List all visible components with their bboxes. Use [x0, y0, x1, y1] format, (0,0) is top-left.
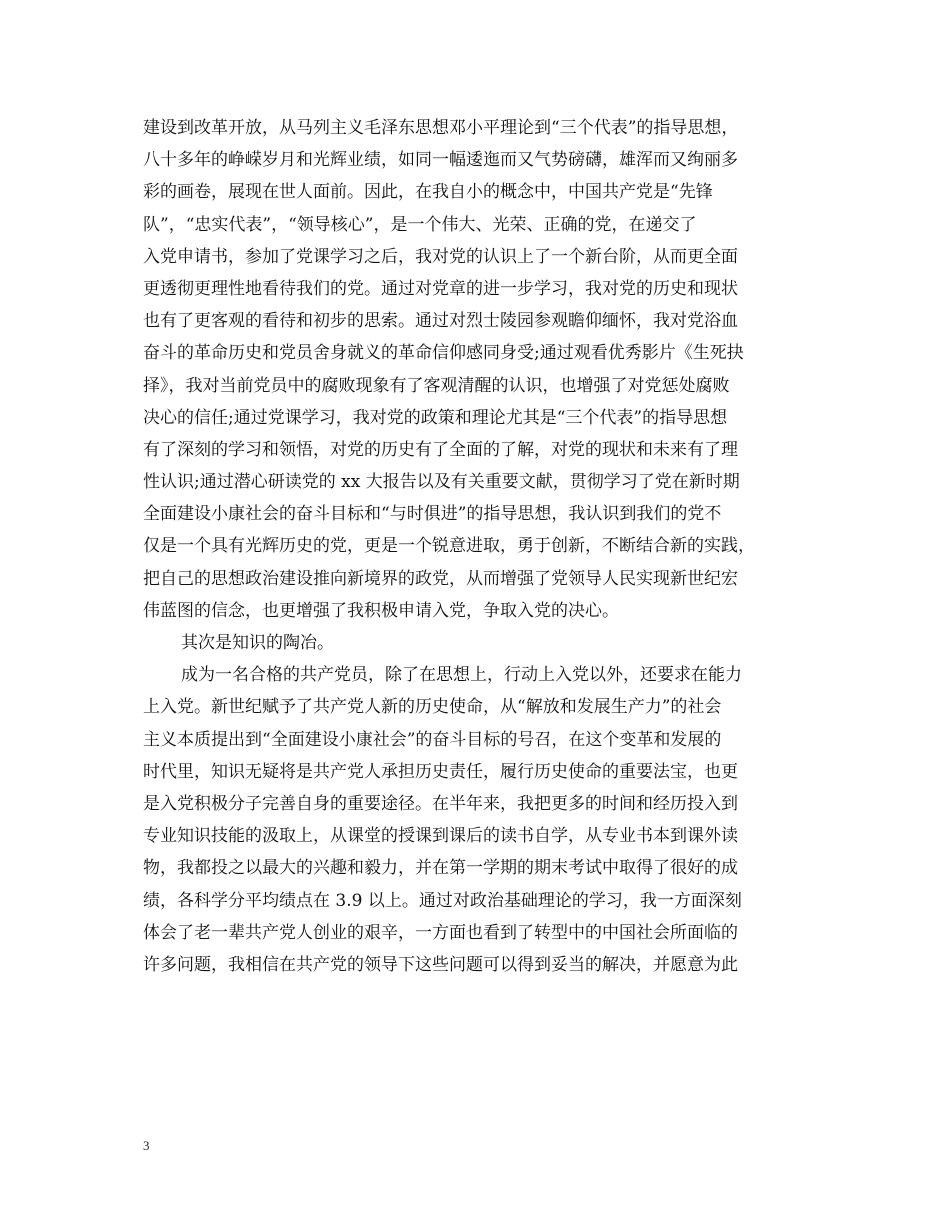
text-line: 八十多年的峥嵘岁月和光辉业绩，如同一幅逶迤而又气势磅礴，雄浑而又绚丽多 — [143, 150, 738, 171]
text-line: 成为一名合格的共产党员，除了在思想上，行动上入党以外，还要求在能力 — [181, 665, 742, 686]
text-line: 奋斗的革命历史和党员舍身就义的革命信仰感同身受;通过观看优秀影片《生死抉 — [143, 343, 744, 364]
text-line: 更透彻更理性地看待我们的党。通过对党章的进一步学习，我对党的历史和现状 — [143, 278, 738, 299]
text-line: 也有了更客观的看待和初步的思索。通过对烈士陵园参观瞻仰缅怀，我对党浴血 — [143, 311, 738, 332]
text-line: 物，我都投之以最大的兴趣和毅力，并在第一学期的期末考试中取得了很好的成 — [143, 858, 738, 879]
text-line: 入党申请书，参加了党课学习之后，我对党的认识上了一个新台阶，从而更全面 — [143, 246, 738, 267]
body-text — [143, 112, 818, 981]
text-line: 主义本质提出到“全面建设小康社会”的奋斗目标的号召，在这个变革和发展的 — [143, 729, 722, 750]
text-line: 是入党积极分子完善自身的重要途径。在半年来，我把更多的时间和经历投入到 — [143, 793, 738, 814]
text-line: 时代里，知识无疑将是共产党人承担历史责任，履行历史使命的重要法宝，也更 — [143, 761, 738, 782]
text-line: 有了深刻的学习和领悟，对党的历史有了全面的了解，对党的现状和未来有了理 — [143, 439, 738, 460]
text-line: 伟蓝图的信念，也更增强了我积极申请入党，争取入党的决心。 — [143, 600, 619, 621]
text-line: 仅是一个具有光辉历史的党，更是一个锐意进取，勇于创新，不断结合新的实践， — [143, 536, 755, 557]
text-line: 全面建设小康社会的奋斗目标和“与时俱进”的指导思想，我认识到我们的党不 — [143, 504, 722, 525]
text-line: 上入党。新世纪赋予了共产党人新的历史使命，从“解放和发展生产力”的社会 — [143, 697, 722, 718]
text-line: 队”，“忠实代表”，“领导核心”，是一个伟大、光荣、正确的党，在递交了 — [143, 214, 697, 235]
text-line: 彩的画卷，展现在世人面前。因此，在我自小的概念中，中国共产党是“先锋 — [143, 182, 713, 203]
text-line: 体会了老一辈共产党人创业的艰辛，一方面也看到了转型中的中国社会所面临的 — [143, 922, 738, 943]
text-line: 决心的信任;通过党课学习，我对党的政策和理论尤其是“三个代表”的指导思想 — [143, 407, 728, 428]
text-line: 建设到改革开放，从马列主义毛泽东思想邓小平理论到“三个代表”的指导思想， — [143, 118, 739, 138]
text-line: 绩，各科学分平均绩点在 3.9 以上。通过对政治基础理论的学习，我一方面深刻 — [143, 890, 742, 911]
text-line: 许多问题，我相信在共产党的领导下这些问题可以得到妥当的解决，并愿意为此 — [143, 954, 738, 975]
text-line: 其次是知识的陶冶。 — [181, 633, 334, 653]
page-number: 3 — [143, 1138, 150, 1153]
text-line: 性认识;通过潜心研读党的 xx 大报告以及有关重要文献，贯彻学习了党在新时期 — [143, 472, 740, 493]
text-line: 把自己的思想政治建设推向新境界的政党，从而增强了党领导人民实现新世纪宏 — [143, 568, 738, 589]
text-line: 专业知识技能的汲取上，从课堂的授课到课后的读书自学，从专业书本到课外读 — [143, 826, 738, 847]
text-line: 择》，我对当前党员中的腐败现象有了客观清醒的认识，也增强了对党惩处腐败 — [143, 375, 730, 396]
